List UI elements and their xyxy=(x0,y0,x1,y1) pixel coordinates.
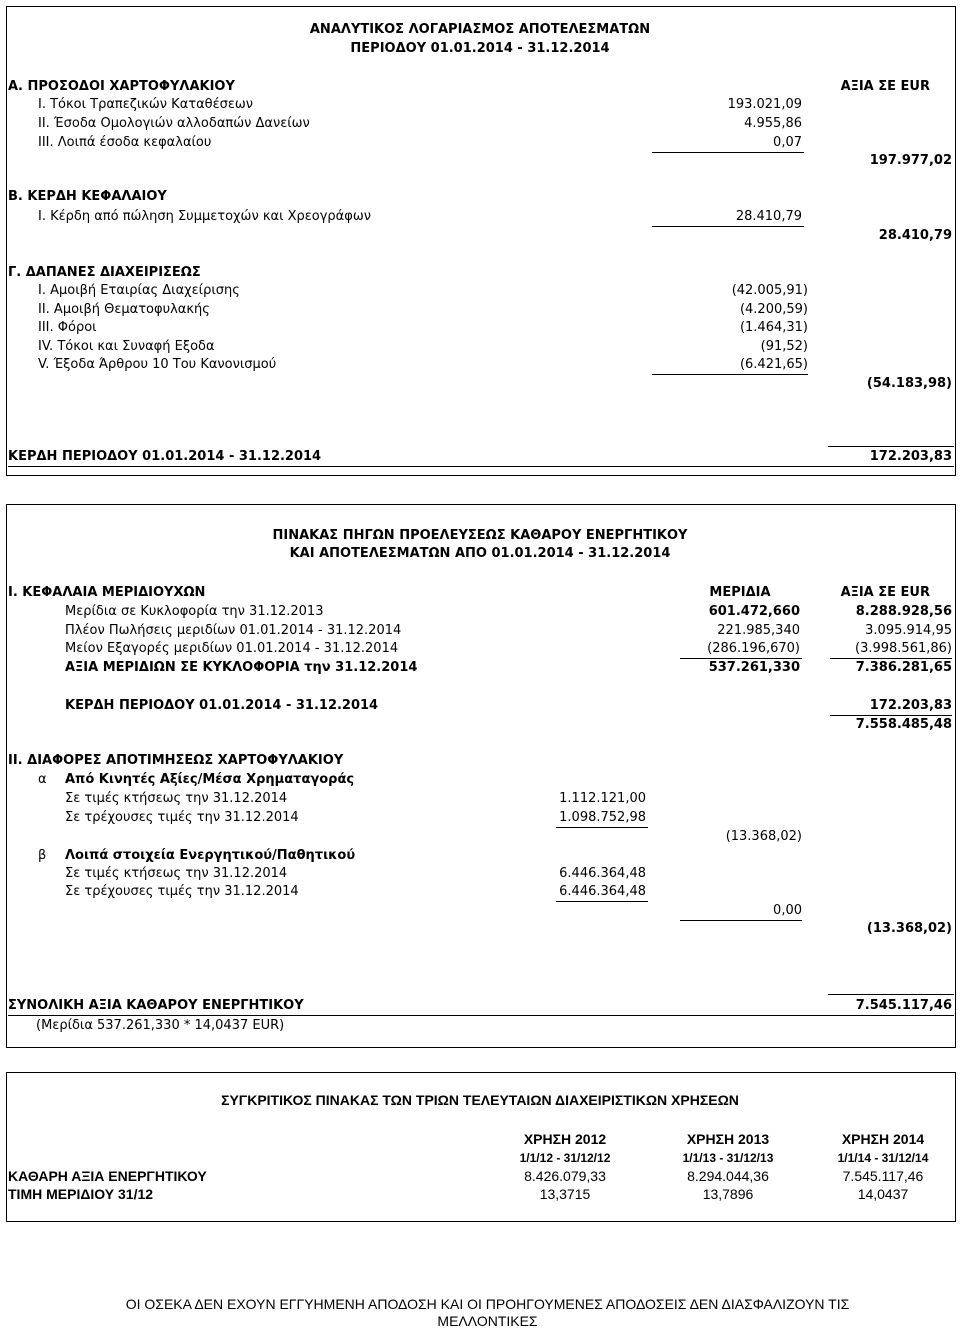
units-row-units: 601.472,660 xyxy=(708,604,800,619)
sources-i-total: 7.558.485,48 xyxy=(855,717,952,732)
c-item-label: V. Έξοδα Άρθρου 10 Του Κανονισμού xyxy=(38,357,277,372)
c-item-value: (4.200,59) xyxy=(739,302,808,317)
section-a-heading: Α. ΠΡΟΣΟΔΟΙ ΧΑΡΤΟΦΥΛΑΚΙΟΥ xyxy=(8,79,235,94)
c-item-value: (42.005,91) xyxy=(731,283,808,298)
c-total: (54.183,98) xyxy=(866,376,952,391)
b-item-label: Ι. Κέρδη από πώληση Συμμετοχών και Χρεογράφων xyxy=(38,209,371,224)
net-assets-top-rule xyxy=(828,994,954,995)
sub-b-row-value: 6.446.364,48 xyxy=(559,866,646,881)
comparison-cell: 14,0437 xyxy=(857,1186,909,1202)
a-item-value: 193.021,09 xyxy=(727,97,802,112)
sub-a-rule xyxy=(556,827,648,828)
units-row-value: 7.386.281,65 xyxy=(855,660,952,675)
units-row-label: Μείον Εξαγορές μεριδίων 01.01.2014 - 31.12.2014 xyxy=(65,641,399,656)
sub-b-letter: β xyxy=(38,848,47,863)
sources-total-rule xyxy=(830,715,952,716)
c-subtotal-rule xyxy=(652,374,808,375)
results-title: ΑΝΑΛΥΤΙΚΟΣ ΛΟΓΑΡΙΑΣΜΟΣ ΑΠΟΤΕΛΕΣΜΑΤΩΝ xyxy=(309,22,651,37)
currency-header: ΑΞΙΑ ΣΕ EUR xyxy=(840,79,930,94)
net-assets-label: ΣΥΝΟΛΙΚΗ ΑΞΙΑ ΚΑΘΑΡΟΥ ΕΝΕΡΓΗΤΙΚΟΥ xyxy=(8,998,304,1013)
net-assets-value: 7.545.117,46 xyxy=(855,998,952,1013)
sub-a-row-label: Σε τιμές κτήσεως την 31.12.2014 xyxy=(65,791,288,806)
units-row-label: Πλέον Πωλήσεις μεριδίων 01.01.2014 - 31.12.2014 xyxy=(65,623,402,638)
a-subtotal-rule xyxy=(652,152,804,153)
comparison-cell: 8.294.044,36 xyxy=(687,1168,769,1184)
profit-top-rule xyxy=(828,446,954,447)
section-i-heading: Ι. ΚΕΦΑΛΑΙΑ ΜΕΡΙΔΙΟΥΧΩΝ xyxy=(8,585,206,600)
sub-a-row-label: Σε τρέχουσες τιμές την 31.12.2014 xyxy=(65,810,299,825)
year-header: ΧΡΗΣΗ 2013 xyxy=(686,1131,770,1147)
section-ii-heading: ΙΙ. ΔΙΑΦΟΡΕΣ ΑΠΟΤΙΜΗΣΕΩΣ ΧΑΡΤΟΦΥΛΑΚΙΟΥ xyxy=(8,753,344,768)
a-item-value: 0,07 xyxy=(773,135,802,150)
a-item-label: Ι. Τόκοι Τραπεζικών Καταθέσεων xyxy=(38,97,254,112)
sub-a-diff: (13.368,02) xyxy=(725,829,802,844)
year-period: 1/1/12 - 31/12/12 xyxy=(519,1151,611,1165)
section-ii-total: (13.368,02) xyxy=(866,921,952,936)
year-header: ΧΡΗΣΗ 2012 xyxy=(523,1131,607,1147)
sub-b-diff-rule xyxy=(680,920,802,921)
units-header: ΜΕΡΙΔΙΑ xyxy=(709,585,771,600)
sub-b-rule xyxy=(556,901,648,902)
sources-profit-label: ΚΕΡΔΗ ΠΕΡΙΟΔΟΥ 01.01.2014 - 31.12.2014 xyxy=(65,698,379,713)
comparison-cell: 13,3715 xyxy=(539,1186,591,1202)
year-period: 1/1/13 - 31/12/13 xyxy=(682,1151,774,1165)
comparison-row-label: ΤΙΜΗ ΜΕΡΙΔΙΟΥ 31/12 xyxy=(8,1186,154,1202)
b-item-value: 28.410,79 xyxy=(735,209,802,224)
c-item-label: ΙΙΙ. Φόροι xyxy=(38,320,97,335)
sources-title: ΠΙΝΑΚΑΣ ΠΗΓΩΝ ΠΡΟΕΛΕΥΣΕΩΣ ΚΑΘΑΡΟΥ ΕΝΕΡΓΗΤΙΚΟΥ xyxy=(272,528,688,543)
section-c-heading: Γ. ΔΑΠΑΝΕΣ ΔΙΑΧΕΙΡΙΣΕΩΣ xyxy=(8,265,201,280)
value-rule xyxy=(830,658,952,659)
section-b-heading: Β. ΚΕΡΔΗ ΚΕΦΑΛΑΙΟΥ xyxy=(8,189,167,204)
units-row-value: 8.288.928,56 xyxy=(855,604,952,619)
b-subtotal-rule xyxy=(652,226,804,227)
sub-b-row-label: Σε τιμές κτήσεως την 31.12.2014 xyxy=(65,866,288,881)
c-item-value: (91,52) xyxy=(760,339,808,354)
results-profit-label: ΚΕΡΔΗ ΠΕΡΙΟΔΟΥ 01.01.2014 - 31.12.2014 xyxy=(8,449,322,464)
units-row-units: 537.261,330 xyxy=(708,660,800,675)
units-row-units: (286.196,670) xyxy=(707,641,800,656)
sources-profit-value: 172.203,83 xyxy=(869,698,952,713)
c-item-label: Ι. Αμοιβή Εταιρίας Διαχείρισης xyxy=(38,283,240,298)
year-period: 1/1/14 - 31/12/14 xyxy=(837,1151,929,1165)
units-row-label: Μερίδια σε Κυκλοφορία την 31.12.2013 xyxy=(65,604,324,619)
net-assets-note: (Μερίδια 537.261,330 * 14,0437 EUR) xyxy=(36,1018,285,1033)
sub-b-heading: Λοιπά στοιχεία Ενεργητικού/Παθητικού xyxy=(65,848,356,863)
units-row-value: 3.095.914,95 xyxy=(865,623,952,638)
year-header: ΧΡΗΣΗ 2014 xyxy=(841,1131,925,1147)
sources-subtitle: ΚΑΙ ΑΠΟΤΕΛΕΣΜΑΤΩΝ ΑΠΟ 01.01.2014 - 31.12.2014 xyxy=(289,546,671,561)
results-period: ΠΕΡΙΟΔΟΥ 01.01.2014 - 31.12.2014 xyxy=(350,41,610,56)
comparison-cell: 8.426.079,33 xyxy=(524,1168,606,1184)
sub-a-letter: α xyxy=(38,772,47,787)
sub-b-diff: 0,00 xyxy=(773,903,802,918)
units-row-label: ΑΞΙΑ ΜΕΡΙΔΙΩΝ ΣΕ ΚΥΚΛΟΦΟΡΙΑ την 31.12.2014 xyxy=(65,660,418,675)
profit-rule xyxy=(8,466,954,467)
results-profit-value: 172.203,83 xyxy=(869,449,952,464)
units-rule xyxy=(680,658,802,659)
sub-a-heading: Από Κινητές Αξίες/Μέσα Χρηματαγοράς xyxy=(65,772,355,787)
comparison-cell: 7.545.117,46 xyxy=(842,1168,924,1184)
units-row-value: (3.998.561,86) xyxy=(855,641,952,656)
sub-b-row-value: 6.446.364,48 xyxy=(559,884,646,899)
c-item-label: ΙΙ. Αμοιβή Θεματοφυλακής xyxy=(38,302,210,317)
sub-a-row-value: 1.098.752,98 xyxy=(559,810,646,825)
c-item-label: ΙV. Τόκοι και Συναφή Εξοδα xyxy=(38,339,215,354)
disclaimer-line-1: ΟΙ ΟΣΕΚΑ ΔΕΝ ΕΧΟΥΝ ΕΓΓΥΗΜΕΝΗ ΑΠΟΔΟΣΗ ΚΑΙ ΟΙ ΠΡΟΗΓΟΥΜΕΝΕΣ ΑΠΟΔΟΣΕΙΣ ΔΕΝ ΔΙΑΣΦΑΛΙΖΟΥΝ ΤΙΣ xyxy=(125,1296,850,1312)
c-item-value: (1.464,31) xyxy=(739,320,808,335)
net-assets-rule xyxy=(8,1015,954,1016)
comparison-cell: 13,7896 xyxy=(702,1186,754,1202)
value-header: ΑΞΙΑ ΣΕ EUR xyxy=(840,585,930,600)
sub-a-row-value: 1.112.121,00 xyxy=(559,791,646,806)
comparison-row-label: ΚΑΘΑΡΗ ΑΞΙΑ ΕΝΕΡΓΗΤΙΚΟΥ xyxy=(8,1168,207,1184)
a-item-label: ΙΙΙ. Λοιπά έσοδα κεφαλαίου xyxy=(38,135,212,150)
units-row-units: 221.985,340 xyxy=(717,623,800,638)
b-total: 28.410,79 xyxy=(878,228,952,243)
comparison-title: ΣΥΓΚΡΙΤΙΚΟΣ ΠΙΝΑΚΑΣ ΤΩΝ ΤΡΙΩΝ ΤΕΛΕΥΤΑΙΩΝ ΔΙΑΧΕΙΡΙΣΤΙΚΩΝ ΧΡΗΣΕΩΝ xyxy=(221,1092,739,1108)
a-total: 197.977,02 xyxy=(869,153,952,168)
a-item-label: ΙΙ. Έσοδα Ομολογιών αλλοδαπών Δανείων xyxy=(38,116,310,131)
a-item-value: 4.955,86 xyxy=(744,116,802,131)
c-item-value: (6.421,65) xyxy=(739,357,808,372)
disclaimer-line-2: ΜΕΛΛΟΝΤΙΚΕΣ xyxy=(437,1313,538,1329)
sub-b-row-label: Σε τρέχουσες τιμές την 31.12.2014 xyxy=(65,884,299,899)
